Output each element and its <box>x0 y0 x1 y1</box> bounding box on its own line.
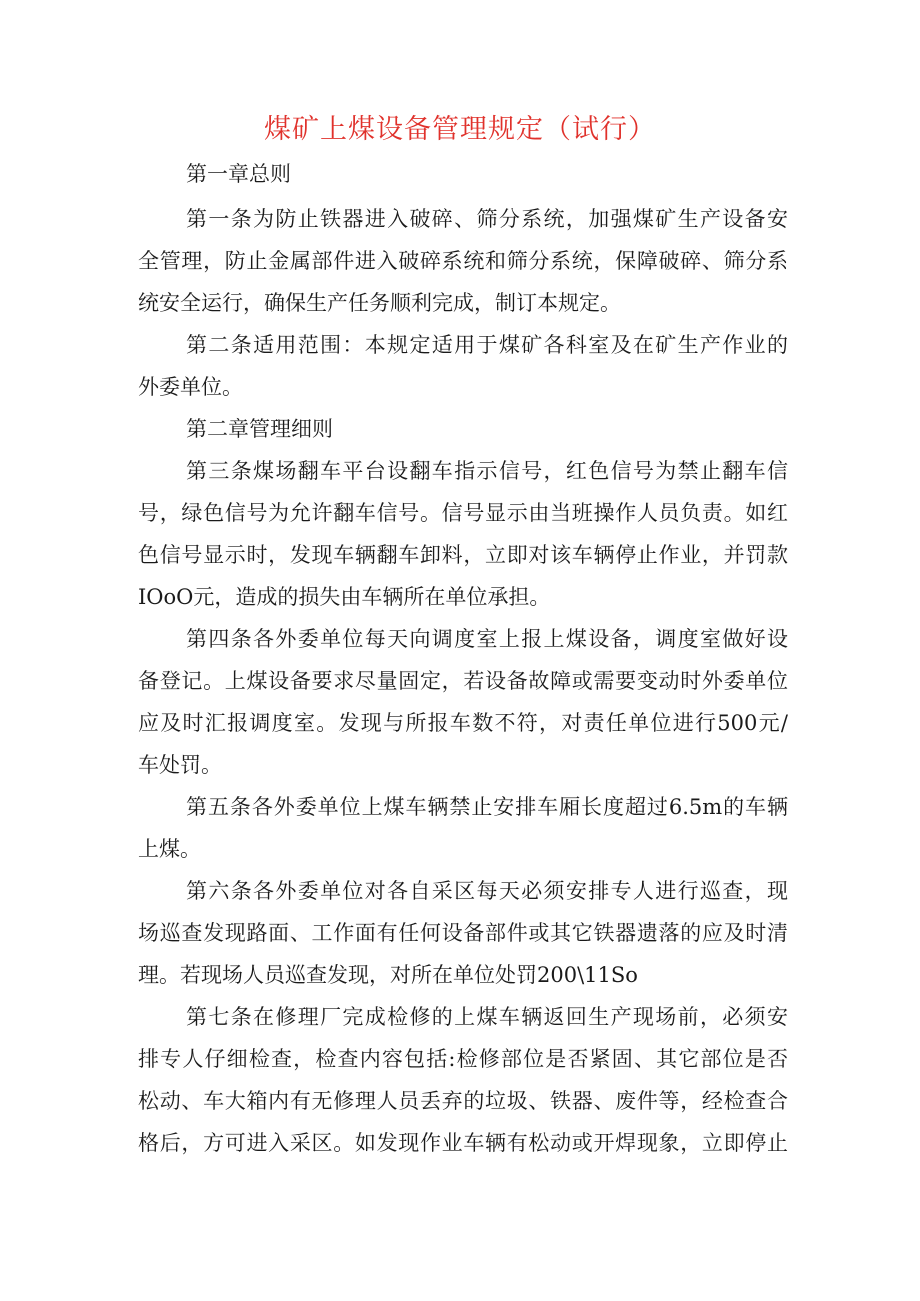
paragraph-line: 备登记。上煤设备要求尽量固定，若设备故障或需要变动时外委单位 <box>138 669 788 693</box>
paragraph-line: 上煤。 <box>138 837 201 861</box>
paragraph-line: 第三条煤场翻车平台设翻车指示信号，红色信号为禁止翻车信 <box>186 459 788 483</box>
paragraph-line: 第六条各外委单位对各自采区每天必须安排专人进行巡查，现 <box>186 879 788 903</box>
paragraph-line: 松动、车大箱内有无修理人员丢弃的垃圾、铁器、废件等，经检查合 <box>138 1089 788 1113</box>
paragraph-line: 应及时汇报调度室。发现与所报车数不符，对责任单位进行500元/ <box>138 711 788 735</box>
paragraph-line: IOoO元，造成的损失由车辆所在单位承担。 <box>138 585 551 609</box>
document-title: 煤矿上煤设备管理规定（试行） <box>264 114 656 145</box>
paragraph-line: 第一条为防止铁器进入破碎、筛分系统，加强煤矿生产设备安 <box>186 207 788 231</box>
paragraph-line: 色信号显示时，发现车辆翻车卸料，立即对该车辆停止作业，并罚款 <box>138 543 788 567</box>
paragraph-line: 第五条各外委单位上煤车辆禁止安排车厢长度超过6.5m的车辆 <box>186 795 788 819</box>
paragraph-line: 第四条各外委单位每天向调度室上报上煤设备，调度室做好设 <box>186 627 788 651</box>
paragraph-line: 第七条在修理厂完成检修的上煤车辆返回生产现场前，必须安 <box>186 1005 788 1029</box>
paragraph-line: 理。若现场人员巡查发现，对所在单位处罚200\11So <box>138 963 638 987</box>
chapter-heading: 第一章总则 <box>186 162 291 186</box>
paragraph-line: 统安全运行，确保生产任务顺利完成，制订本规定。 <box>138 291 621 315</box>
paragraph-line: 排专人仔细检查，检查内容包括:检修部位是否紧固、其它部位是否 <box>138 1047 788 1071</box>
chapter-heading: 第二章管理细则 <box>186 417 333 441</box>
paragraph-line: 第二条适用范围：本规定适用于煤矿各科室及在矿生产作业的 <box>186 333 788 357</box>
paragraph-line: 车处罚。 <box>138 753 222 777</box>
paragraph-line: 场巡查发现路面、工作面有任何设备部件或其它铁器遗落的应及时清 <box>138 921 788 945</box>
paragraph-line: 外委单位。 <box>138 375 243 399</box>
paragraph-line: 号，绿色信号为允许翻车信号。信号显示由当班操作人员负责。如红 <box>138 501 788 525</box>
paragraph-line: 全管理，防止金属部件进入破碎系统和筛分系统，保障破碎、筛分系 <box>138 249 788 273</box>
paragraph-line: 格后，方可进入采区。如发现作业车辆有松动或开焊现象，立即停止 <box>138 1131 788 1155</box>
